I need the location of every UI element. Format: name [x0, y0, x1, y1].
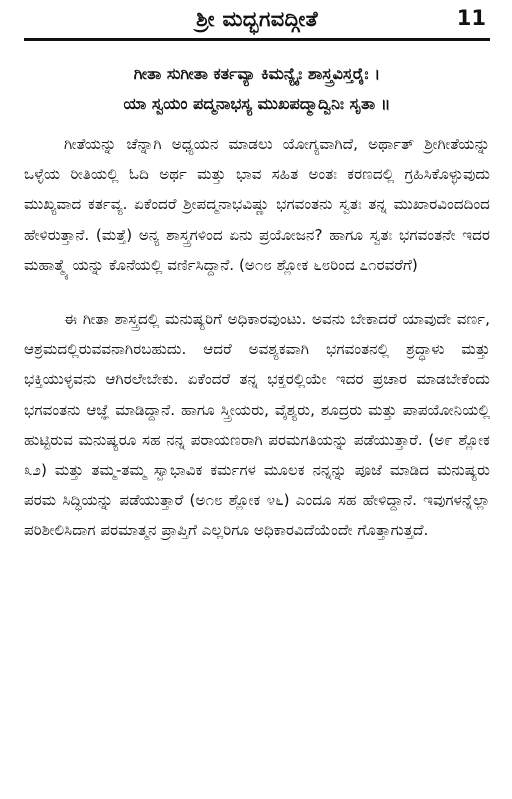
header-rule [24, 38, 490, 41]
book-title: ಶ್ರೀ ಮದ್ಭಗವದ್ಗೀತೆ [196, 6, 318, 31]
paragraph-2: ಈ ಗೀತಾ ಶಾಸ್ತ್ರದಲ್ಲಿ ಮನುಷ್ಯರಿಗೆ ಅಧಿಕಾರವುಂಟು. ಅವನು ಬೇಕಾದರೆ ಯಾವುದೇ ವರ್ಣ, ಆಶ್ರಮದಲ್ಲಿರುವವನಾಗಿರಬಹುದು. ಆದರೆ ಅವಶ್ಯಕವಾಗಿ ಭಗವಂತನಲ್ಲಿ ಶ್ರದ್ಧಾಳು ಮತ್ತು ಭಕ್ತಿಯುಳ್ಳವನು ಆಗಿರಲೇಬೇಕು. ಏಕೆಂದರೆ ತನ್ನ ಭಕ್ತರಲ್ಲಿಯೇ ಇದರ ಪ್ರಚಾರ ಮಾಡಬೇಕೆಂದು ಭಗವಂತನು ಆಜ್ಞೆ ಮಾಡಿದ್ದಾನೆ. ಹಾಗೂ ಸ್ತ್ರೀಯರು, ವೈಶ್ಯರು, ಶೂದ್ರರು ಮತ್ತು ಪಾಪಯೋನಿಯಲ್ಲಿ ಹುಟ್ಟಿರುವ ಮನುಷ್ಯರೂ ಸಹ ನನ್ನ ಪರಾಯಣರಾಗಿ ಪರಮಗತಿಯನ್ನು ಪಡೆಯುತ್ತಾರೆ. (ಅ೯ ಶ್ಲೋಕ ೩೨) ಮತ್ತು ತಮ್ಮ-ತಮ್ಮ ಸ್ವಾಭಾವಿಕ ಕರ್ಮಗಳ ಮೂಲಕ ನನ್ನನ್ನು ಪೂಜೆ ಮಾಡಿದ ಮನುಷ್ಯರು ಪರಮ ಸಿದ್ಧಿಯನ್ನು ಪಡೆಯುತ್ತಾರೆ (ಅ೧೮ ಶ್ಲೋಕ ೪೬) ಎಂದೂ ಸಹ ಹೇಳಿದ್ದಾನೆ. ಇವುಗಳನ್ನೆಲ್ಲಾ ಪರಿಶೀಲಿಸಿದಾಗ ಪರಮಾತ್ಮನ ಪ್ರಾಪ್ತಿಗೆ ಎಲ್ಲರಿಗೂ ಅಧಿಕಾರವಿದೆಯೆಂದೇ ಗೊತ್ತಾಗುತ್ತದೆ. [24, 310, 490, 540]
shloka-line-2: ಯಾ ಸ್ವಯಂ ಪದ್ಮನಾಭಸ್ಯ ಮುಖಪದ್ಮಾದ್ವಿನಿಃ ಸೃತಾ ॥ [123, 94, 391, 113]
shloka-line-1: ಗೀತಾ ಸುಗೀತಾ ಕರ್ತವ್ಯಾ ಕಿಮನ್ಯೈಃ ಶಾಸ್ತ್ರವಿಸ್ತರೈಃ । [133, 64, 381, 83]
shloka-verse [24, 59, 490, 119]
paragraph-1: ಗೀತೆಯನ್ನು ಚೆನ್ನಾಗಿ ಅಧ್ಯಯನ ಮಾಡಲು ಯೋಗ್ಯವಾಗಿದೆ, ಅರ್ಥಾತ್ ಶ್ರೀಗೀತೆಯನ್ನು ಒಳ್ಳೆಯ ರೀತಿಯಲ್ಲಿ ಓದಿ ಅರ್ಥ ಮತ್ತು ಭಾವ ಸಹಿತ ಅಂತಃ ಕರಣದಲ್ಲಿ ಗ್ರಹಿಸಿಕೊಳ್ಳುವುದು ಮುಖ್ಯವಾದ ಕರ್ತವ್ಯ. ಏಕೆಂದರೆ ಶ್ರೀಪದ್ಮನಾಭವಿಷ್ಣು ಭಗವಂತನು ಸ್ವತಃ ತನ್ನ ಮುಖಾರವಿಂದದಿಂದ ಹೇಳಿರುತ್ತಾನೆ. (ಮತ್ತೆ) ಅನ್ಯ ಶಾಸ್ತ್ರಗಳಿಂದ ಏನು ಪ್ರಯೋಜನ? ಹಾಗೂ ಸ್ವತಃ ಭಗವಂತನೇ ಇದರ ಮಹಾತ್ಮ್ಯೆ ಯನ್ನು ಕೊನೆಯಲ್ಲಿ ವರ್ಣಿಸಿದ್ದಾನೆ. (ಅ೧೮ ಶ್ಲೋಕ ೬೮ರಿಂದ ೭೧ರವರೆಗೆ) [24, 135, 490, 274]
page-number: 11 [456, 6, 486, 30]
page-header [24, 0, 490, 38]
